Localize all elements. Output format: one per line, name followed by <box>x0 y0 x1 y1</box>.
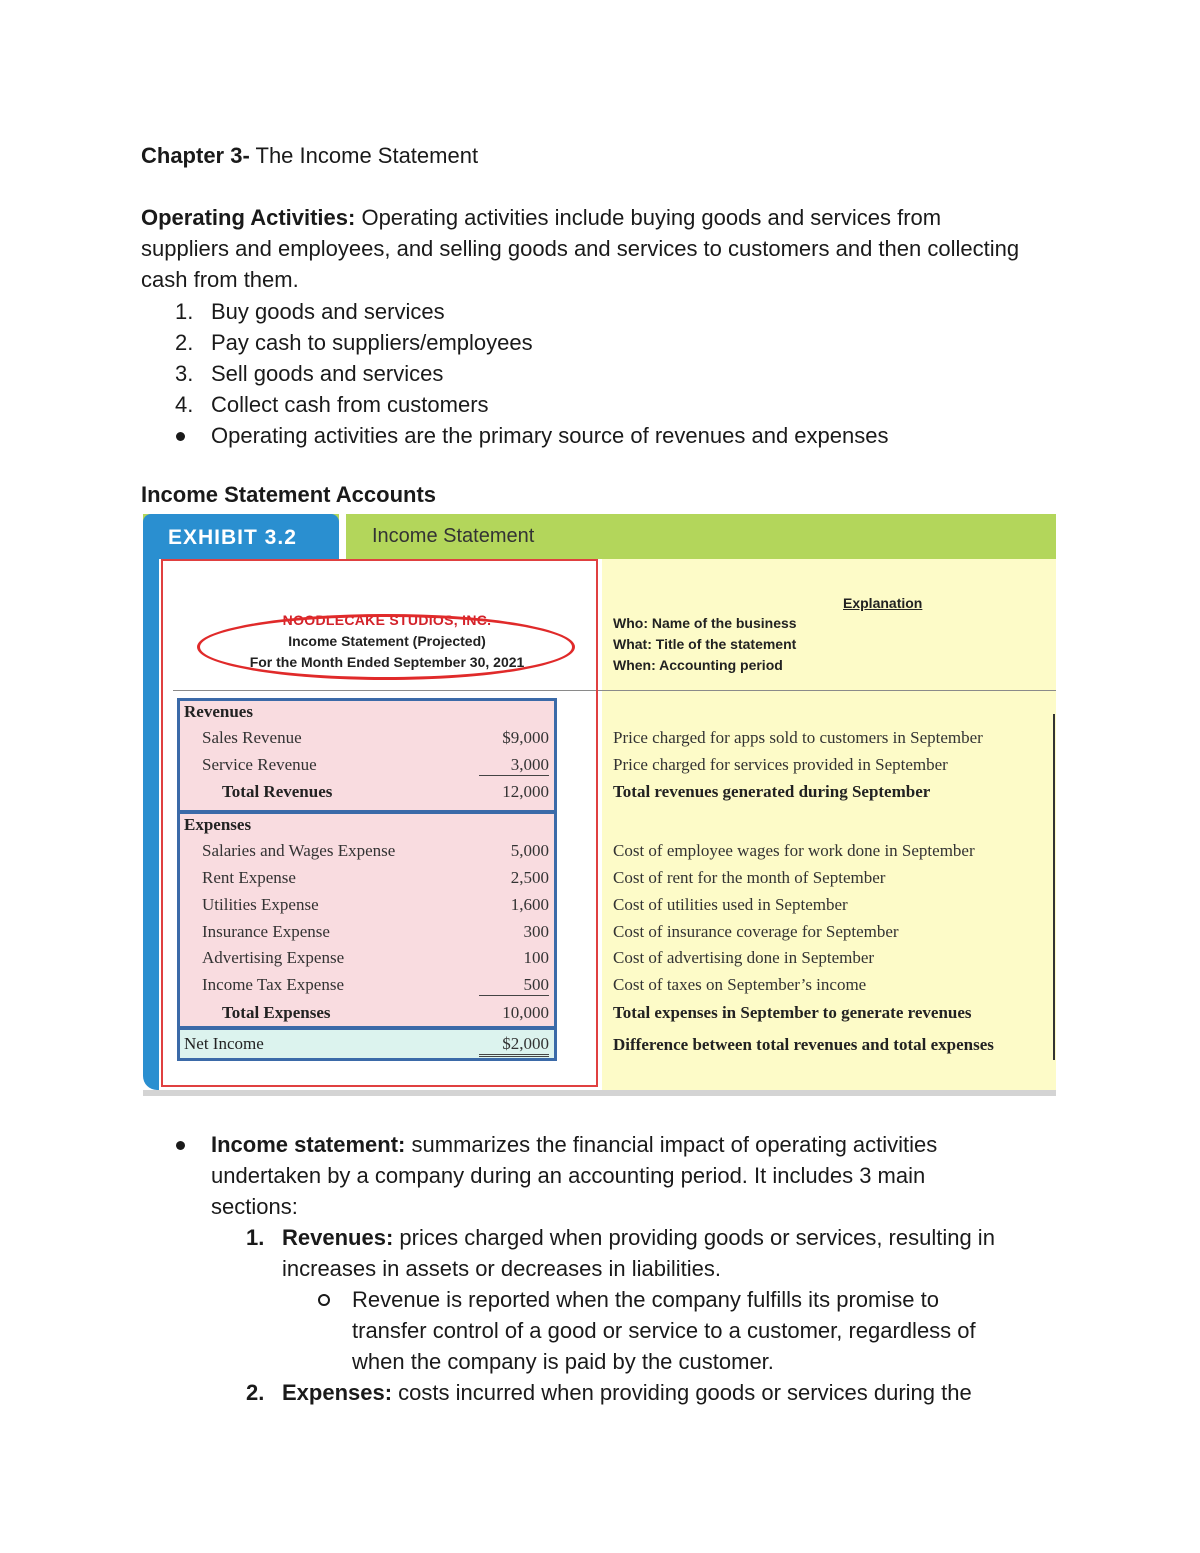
revenues-label: Revenues <box>184 702 253 721</box>
expense-item: Insurance Expense <box>202 922 330 941</box>
explanation-line: Cost of taxes on September’s income <box>613 975 867 994</box>
chapter-title: The Income Statement <box>249 143 479 168</box>
total-revenues-amount: 12,000 <box>502 782 549 801</box>
statement-period: For the Month Ended September 30, 2021 <box>249 654 525 670</box>
chapter-label: Chapter 3- <box>141 143 250 168</box>
document-page: Chapter 3- The Income Statement Operating Activities: Operating activities include buying goods and services from suppliers and employees, and selling goods and services to customers and then collecting cash from them. 1. Buy goods and services 2. Pay cash to suppliers/employees 3. Sell goods and services 4. Collect cash from customers Operating activities are the primary source of revenues and expenses Income Statement Accounts EXHIBIT 3.2 Income Statement NOODLECAKE STUDIOS, INC. Income Statement (Projected) For the Month Ended September 30, 2021 Explanation Who: Name of the business What: Title of the statement When: Accounting period Revenues Sales Revenue $9,000 Service Revenue 3,000 Total Revenues 12,000 Expenses Salaries and Wages Expense 5,000 Rent Expense 2,500 Utilities Expense 1,600 Insurance Expense 300 Advertising Expense 100 Income Tax Expense 500 Total Expenses 10,000 Net Income $2,000 Price charged for apps sold to customers in September Price charged for services provided in September Total revenues generated during September Cost of employee wages for work done in September Cost of rent for the month of September Cost of utilities used in September Cost of insurance coverage for September Cost of advertising done in September Cost of taxes on September’s income Total expenses in September to generate revenues Difference between total revenues and total expenses Income statement: summarizes the financial impact of operating activities undertaken by a company during an accounting period. It includes 3 main sections: 1. Revenues: prices charged when providing goods or services, resulting in increases in assets or decreases in liabilities. Revenue is reported when the company fulfills its promise to transfer control of a good or service to a customer, regardless of when the company is paid by the customer. 2. Expenses: costs incurred when providing goods or services during the <box>0 0 1200 1553</box>
revenue-item: Service Revenue <box>202 755 317 774</box>
section-heading: Income Statement Accounts <box>141 482 437 507</box>
expense-item: Income Tax Expense <box>202 975 345 994</box>
expense-amount: 5,000 <box>510 841 549 860</box>
expense-amount: 100 <box>523 948 549 967</box>
divider <box>143 1090 1056 1096</box>
operating-activities-text: Operating activities include buying goods and services from suppliers and employees, and selling goods and services to customers and then collecting cash from them. <box>141 205 1020 292</box>
expense-amount: 300 <box>523 922 549 941</box>
revenue-item: Sales Revenue <box>202 728 302 747</box>
explanation-line: Cost of insurance coverage for September <box>613 922 899 941</box>
explanation-line: Cost of advertising done in September <box>613 948 875 967</box>
operating-activities-paragraph <box>141 202 1021 295</box>
bullet-icon <box>176 432 185 441</box>
expense-amount: 2,500 <box>510 868 549 887</box>
expenses-term: Expenses: <box>282 1380 393 1405</box>
exhibit-tab: EXHIBIT 3.2 <box>143 514 339 559</box>
net-income-amount: $2,000 <box>479 1034 549 1057</box>
circle-bullet-icon <box>318 1294 330 1306</box>
operating-activities-label: Operating Activities: <box>141 205 356 230</box>
divider <box>1053 714 1055 1060</box>
expense-item: Rent Expense <box>202 868 296 887</box>
expense-amount: 500 <box>479 975 549 996</box>
expense-item: Advertising Expense <box>202 948 345 967</box>
explanation-line: Difference between total revenues and total expenses <box>613 1035 994 1054</box>
expense-item: Utilities Expense <box>202 895 319 914</box>
revenue-amount: $9,000 <box>502 728 549 747</box>
explanation-when: When: Accounting period <box>613 657 783 673</box>
total-expenses-amount: 10,000 <box>502 1003 549 1022</box>
explanation-line: Cost of utilities used in September <box>613 895 848 914</box>
expenses-label: Expenses <box>184 815 252 834</box>
explanation-line: Price charged for apps sold to customers in September <box>613 728 983 747</box>
exhibit-left-bar <box>143 559 159 1090</box>
revenue-amount: 3,000 <box>479 755 549 776</box>
statement-highlight-box <box>161 559 598 1087</box>
expense-amount: 1,600 <box>510 895 549 914</box>
income-statement-label: Income statement: <box>211 1132 406 1157</box>
expense-item: Salaries and Wages Expense <box>202 841 396 860</box>
exhibit-figure <box>143 514 1056 1096</box>
explanation-heading: Explanation <box>843 595 923 611</box>
statement-title: Income Statement (Projected) <box>288 633 486 649</box>
revenues-term: Revenues: <box>282 1225 394 1250</box>
chapter-heading <box>141 140 478 171</box>
bullet-icon <box>176 1141 185 1150</box>
explanation-line: Total revenues generated during September <box>613 782 931 801</box>
explanation-what: What: Title of the statement <box>613 636 797 652</box>
total-expenses-label: Total Expenses <box>222 1003 331 1022</box>
explanation-who: Who: Name of the business <box>613 615 797 631</box>
explanation-line: Cost of employee wages for work done in September <box>613 841 975 860</box>
company-name: NOODLECAKE STUDIOS, INC. <box>282 612 492 628</box>
total-revenues-label: Total Revenues <box>222 782 333 801</box>
explanation-line: Total expenses in September to generate revenues <box>613 1003 972 1022</box>
net-income-label: Net Income <box>184 1034 264 1053</box>
explanation-line: Cost of rent for the month of September <box>613 868 886 887</box>
explanation-line: Price charged for services provided in September <box>613 755 948 774</box>
exhibit-title: Income Statement <box>372 525 535 547</box>
